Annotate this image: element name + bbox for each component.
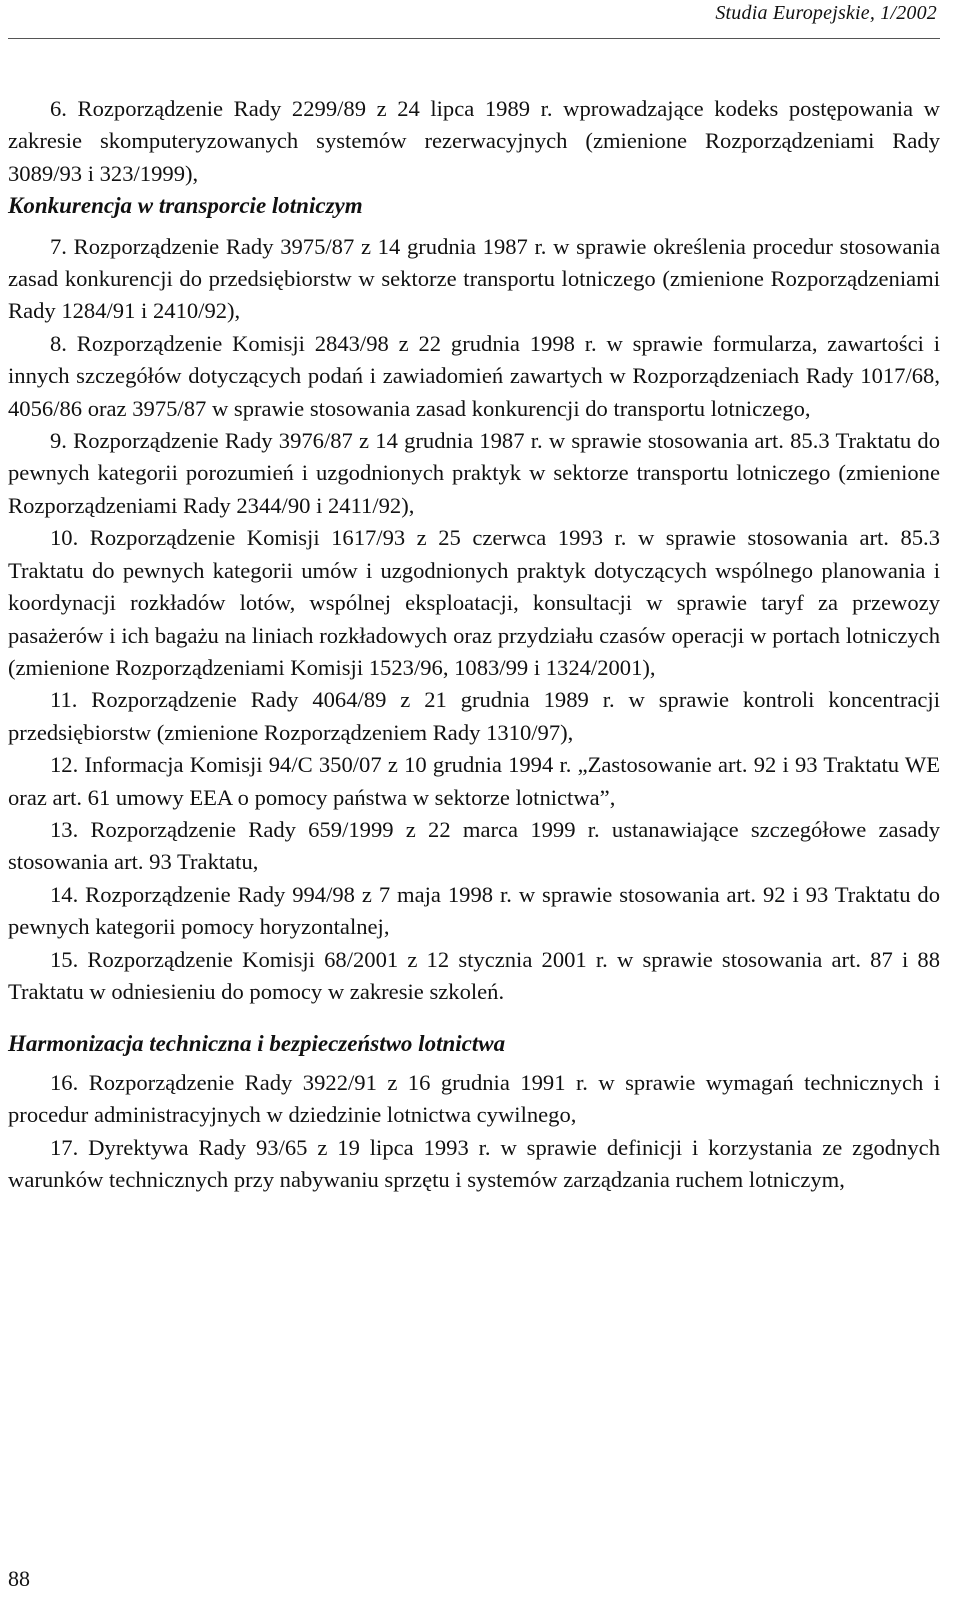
list-item-6: 6. Rozporządzenie Rady 2299/89 z 24 lipca 1989 r. wprowadzające kodeks postępowania w zakresie skomputeryzowanych systemów rezerwacyjnych (zmienione Rozporządzeniami Rady 3089/93 i 323/1999),: [8, 96, 940, 186]
list-item-17: 17. Dyrektywa Rady 93/65 z 19 lipca 1993 r. w sprawie definicji i korzystania ze zgodnych warunków technicznych przy nabywaniu sprzętu i systemów zarządzania ruchem lotniczym,: [8, 1134, 940, 1192]
list-item-15: 15. Rozporządzenie Komisji 68/2001 z 12 stycznia 2001 r. w sprawie stosowania art. 87 i 88 Traktatu w odniesieniu do pomocy w zakresie szkoleń.: [8, 946, 940, 1004]
header-divider: [8, 38, 940, 39]
list-item-8: 8. Rozporządzenie Komisji 2843/98 z 22 grudnia 1998 r. w sprawie formularza, zawartości i innych szczegółów dotyczących podań i zawiadomień zawartych w Rozporządzeniach Rady 1017/68, 4056/86 oraz 3975/87 w sprawie stosowania zasad konkurencji do transportu lotniczego,: [8, 330, 940, 421]
list-item-11: 11. Rozporządzenie Rady 4064/89 z 21 grudnia 1989 r. w sprawie kontroli koncentracji przedsiębiorstw (zmienione Rozporządzeniem Rady 1310/97),: [8, 687, 940, 745]
list-item-13: 13. Rozporządzenie Rady 659/1999 z 22 marca 1999 r. ustanawiające szczegółowe zasady stosowania art. 93 Traktatu,: [8, 816, 940, 875]
list-item-14: 14. Rozporządzenie Rady 994/98 z 7 maja 1998 r. w sprawie stosowania art. 92 i 93 Traktatu do pewnych kategorii pomocy horyzontalnej,: [8, 881, 940, 940]
list-item-12: 12. Informacja Komisji 94/C 350/07 z 10 grudnia 1994 r. „Zastosowanie art. 92 i 93 Traktatu WE oraz art. 61 umowy EEA o pomocy państwa w sektorze lotnictwa”,: [8, 752, 940, 810]
section-heading-competition: Konkurencja w transporcie lotniczym: [8, 193, 363, 219]
page-number: 88: [8, 1566, 30, 1591]
list-item-7: 7. Rozporządzenie Rady 3975/87 z 14 grudnia 1987 r. w sprawie określenia procedur stosowania zasad konkurencji do przedsiębiorstw w sektorze transportu lotniczego (zmienione Rozporządzeniami Rady 1284/91 i 2410/92),: [8, 233, 940, 324]
list-item-16: 16. Rozporządzenie Rady 3922/91 z 16 grudnia 1991 r. w sprawie wymagań technicznych i procedur administracyjnych w dziedzinie lotnictwa cywilnego,: [8, 1069, 940, 1128]
document-body: [8, 93, 940, 1196]
list-item-10: 10. Rozporządzenie Komisji 1617/93 z 25 czerwca 1993 r. w sprawie stosowania art. 85.3 Traktatu do pewnych kategorii umów i uzgodnionych praktyk dotyczących wspólnego planowania i koordynacji rozkładów lotów, wspólnej eksploatacji, konsultacji w sprawie taryf za przewozy pasażerów i ich bagażu na liniach rozkładowych oraz przydziału czasów operacji w portach lotniczych (zmienione Rozporządzeniami Komisji 1523/96, 1083/99 i 1324/2001),: [8, 525, 940, 680]
section-heading-harmonization: Harmonizacja techniczna i bezpieczeństwo lotnictwa: [8, 1031, 506, 1057]
running-header: Studia Europejskie, 1/2002: [715, 2, 937, 24]
list-item-9: 9. Rozporządzenie Rady 3976/87 z 14 grudnia 1987 r. w sprawie stosowania art. 85.3 Traktatu do pewnych kategorii porozumień i uzgodnionych praktyk w sektorze transportu lotniczego (zmienione Rozporządzeniami Rady 2344/90 i 2411/92),: [8, 428, 940, 518]
